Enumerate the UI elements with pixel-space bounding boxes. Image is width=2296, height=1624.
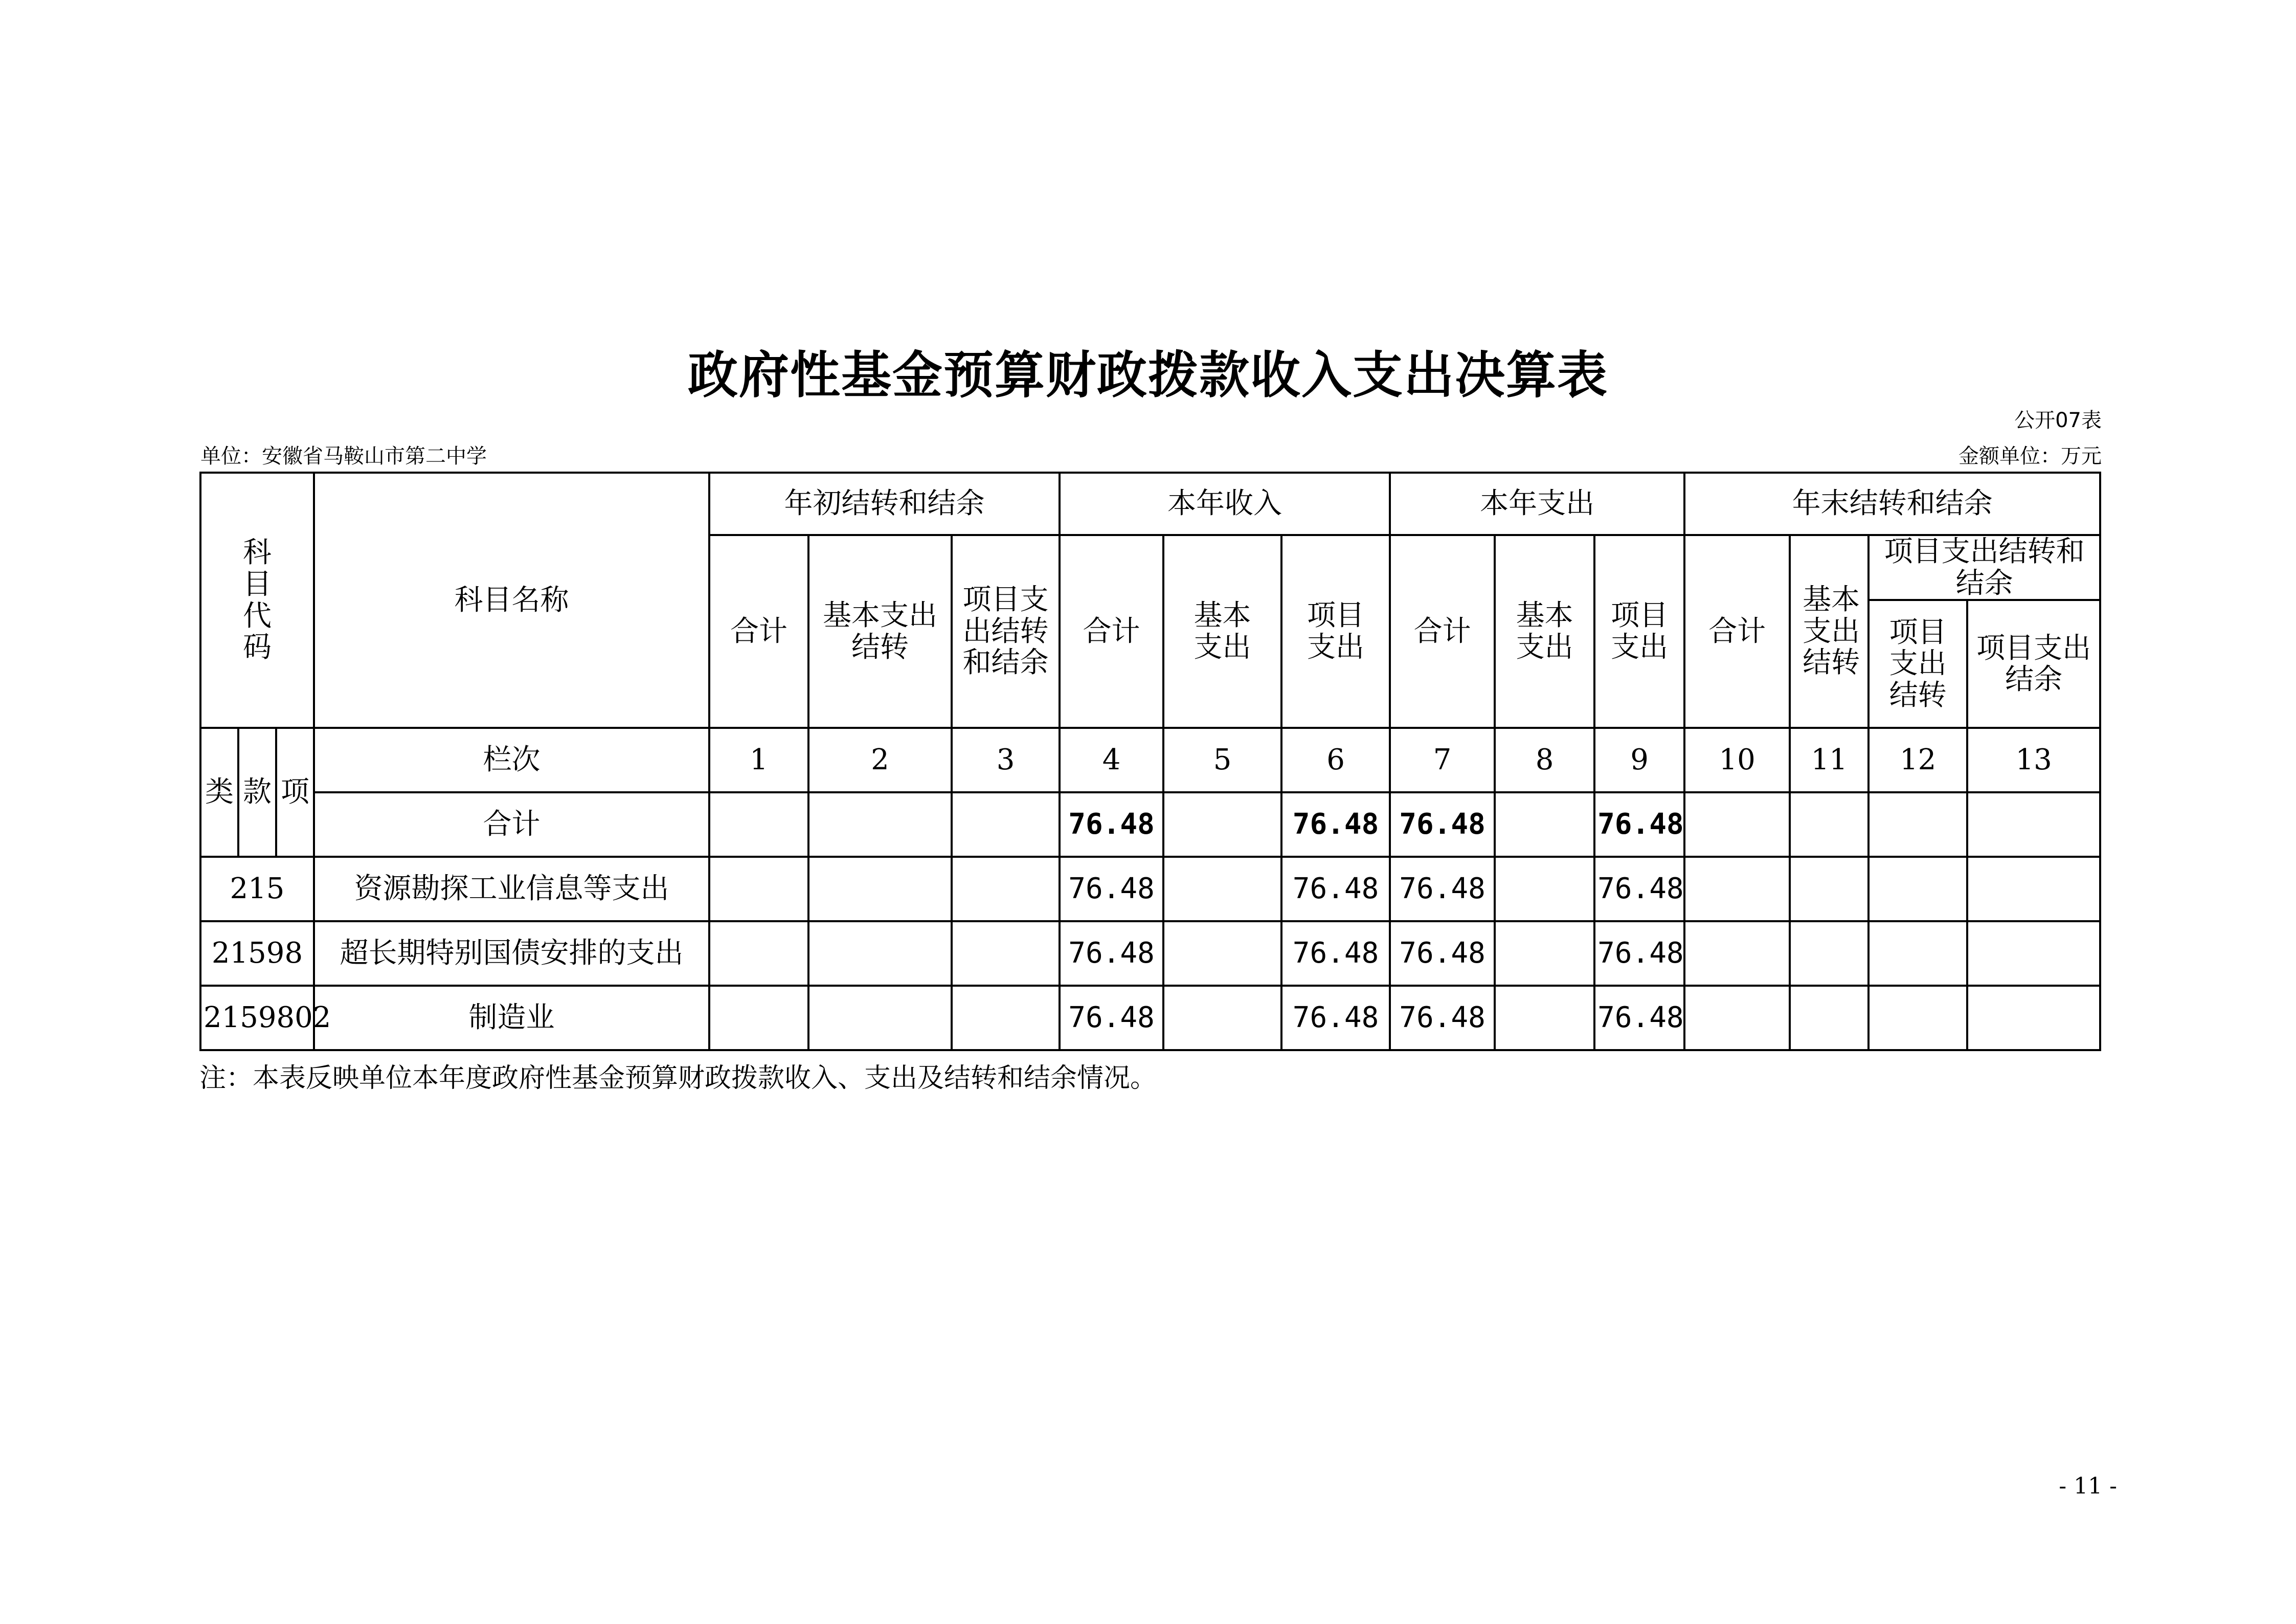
row-value bbox=[1790, 986, 1869, 1050]
table-row bbox=[200, 986, 2100, 1050]
row-value bbox=[709, 986, 808, 1050]
total-value bbox=[808, 792, 952, 857]
header-lei: 类 bbox=[200, 728, 238, 857]
row-value: 76.48 bbox=[1060, 921, 1163, 986]
row-value bbox=[1790, 921, 1869, 986]
amount-unit-label: 金额单位：万元 bbox=[1959, 444, 2102, 468]
row-name: 制造业 bbox=[314, 986, 709, 1050]
total-value bbox=[1684, 792, 1790, 857]
header-g3-total: 合计 bbox=[1390, 535, 1495, 728]
col-number: 4 bbox=[1060, 728, 1163, 792]
unit-label: 单位：安徽省马鞍山市第二中学 bbox=[200, 444, 487, 468]
header-g4-proj-sub: 项目支出结转和结余 bbox=[1869, 535, 2100, 600]
col-number: 1 bbox=[709, 728, 808, 792]
col-number: 11 bbox=[1790, 728, 1869, 792]
row-value bbox=[808, 857, 952, 921]
total-row bbox=[200, 792, 2100, 857]
row-value: 76.48 bbox=[1060, 857, 1163, 921]
row-value bbox=[1495, 857, 1594, 921]
row-value bbox=[808, 921, 952, 986]
col-number: 10 bbox=[1684, 728, 1790, 792]
total-value: 76.48 bbox=[1594, 792, 1684, 857]
row-value bbox=[1495, 921, 1594, 986]
header-lanci: 栏次 bbox=[314, 728, 709, 792]
col-number: 12 bbox=[1869, 728, 1967, 792]
header-income: 本年收入 bbox=[1060, 473, 1390, 535]
row-value bbox=[1684, 921, 1790, 986]
table-row bbox=[200, 921, 2100, 986]
header-code: 科目代码 bbox=[200, 473, 314, 728]
header-expenditure: 本年支出 bbox=[1390, 473, 1684, 535]
row-value bbox=[1790, 857, 1869, 921]
header-g4-proj-carry: 项目支出结转 bbox=[1869, 600, 1967, 728]
table-row bbox=[200, 857, 2100, 921]
row-value: 76.48 bbox=[1594, 921, 1684, 986]
header-g2-basic: 基本支出 bbox=[1163, 535, 1281, 728]
row-value: 76.48 bbox=[1390, 921, 1495, 986]
row-value bbox=[1163, 986, 1281, 1050]
row-value bbox=[1869, 921, 1967, 986]
table-note: 注：本表反映单位本年度政府性基金预算财政拨款收入、支出及结转和结余情况。 bbox=[199, 1063, 1157, 1094]
row-value bbox=[1967, 986, 2100, 1050]
row-value bbox=[709, 921, 808, 986]
total-value bbox=[709, 792, 808, 857]
row-value: 76.48 bbox=[1390, 986, 1495, 1050]
col-number: 5 bbox=[1163, 728, 1281, 792]
row-value bbox=[1163, 921, 1281, 986]
total-value: 76.48 bbox=[1281, 792, 1390, 857]
total-value: 76.48 bbox=[1390, 792, 1495, 857]
header-xiang: 项 bbox=[276, 728, 314, 857]
total-value bbox=[1790, 792, 1869, 857]
form-number: 公开07表 bbox=[2014, 409, 2102, 432]
row-value bbox=[1967, 857, 2100, 921]
row-value bbox=[952, 986, 1060, 1050]
col-number: 3 bbox=[952, 728, 1060, 792]
total-value bbox=[1495, 792, 1594, 857]
row-code: 2159802 bbox=[200, 986, 314, 1050]
row-value bbox=[1495, 986, 1594, 1050]
row-value bbox=[1684, 857, 1790, 921]
row-value: 76.48 bbox=[1281, 921, 1390, 986]
row-value bbox=[1684, 986, 1790, 1050]
total-value: 76.48 bbox=[1060, 792, 1163, 857]
row-value bbox=[952, 921, 1060, 986]
budget-table bbox=[199, 472, 2101, 1051]
header-g2-total: 合计 bbox=[1060, 535, 1163, 728]
row-name: 资源勘探工业信息等支出 bbox=[314, 857, 709, 921]
row-value: 76.48 bbox=[1594, 986, 1684, 1050]
row-code: 21598 bbox=[200, 921, 314, 986]
header-g1-basic-carry: 基本支出结转 bbox=[808, 535, 952, 728]
col-number: 9 bbox=[1594, 728, 1684, 792]
page-number: - 11 - bbox=[2059, 1473, 2117, 1499]
header-name: 科目名称 bbox=[314, 473, 709, 728]
total-label: 合计 bbox=[314, 792, 709, 857]
header-opening-balance: 年初结转和结余 bbox=[709, 473, 1060, 535]
total-value bbox=[1869, 792, 1967, 857]
row-value: 76.48 bbox=[1594, 857, 1684, 921]
header-g3-project: 项目支出 bbox=[1594, 535, 1684, 728]
header-kuan: 款 bbox=[238, 728, 276, 857]
column-number-row bbox=[200, 728, 2100, 792]
header-g1-proj-carry-balance: 项目支出结转和结余 bbox=[952, 535, 1060, 728]
col-number: 7 bbox=[1390, 728, 1495, 792]
row-code: 215 bbox=[200, 857, 314, 921]
header-row-1 bbox=[200, 473, 2100, 535]
row-value: 76.48 bbox=[1060, 986, 1163, 1050]
row-value bbox=[709, 857, 808, 921]
col-number: 2 bbox=[808, 728, 952, 792]
row-value: 76.48 bbox=[1281, 986, 1390, 1050]
col-number: 8 bbox=[1495, 728, 1594, 792]
row-value: 76.48 bbox=[1390, 857, 1495, 921]
col-number: 6 bbox=[1281, 728, 1390, 792]
row-value bbox=[1869, 857, 1967, 921]
col-number: 13 bbox=[1967, 728, 2100, 792]
header-g4-proj-balance: 项目支出结余 bbox=[1967, 600, 2100, 728]
header-g4-basic-carry: 基本支出结转 bbox=[1790, 535, 1869, 728]
total-value bbox=[952, 792, 1060, 857]
row-value: 76.48 bbox=[1281, 857, 1390, 921]
header-closing-balance: 年末结转和结余 bbox=[1684, 473, 2100, 535]
header-g4-total: 合计 bbox=[1684, 535, 1790, 728]
row-value bbox=[1869, 986, 1967, 1050]
row-name: 超长期特别国债安排的支出 bbox=[314, 921, 709, 986]
total-value bbox=[1967, 792, 2100, 857]
page-title: 政府性基金预算财政拨款收入支出决算表 bbox=[687, 346, 1608, 405]
total-value bbox=[1163, 792, 1281, 857]
row-value bbox=[1163, 857, 1281, 921]
row-value bbox=[1967, 921, 2100, 986]
header-g2-project: 项目支出 bbox=[1281, 535, 1390, 728]
row-value bbox=[808, 986, 952, 1050]
row-value bbox=[952, 857, 1060, 921]
header-g3-basic: 基本支出 bbox=[1495, 535, 1594, 728]
header-g1-total: 合计 bbox=[709, 535, 808, 728]
